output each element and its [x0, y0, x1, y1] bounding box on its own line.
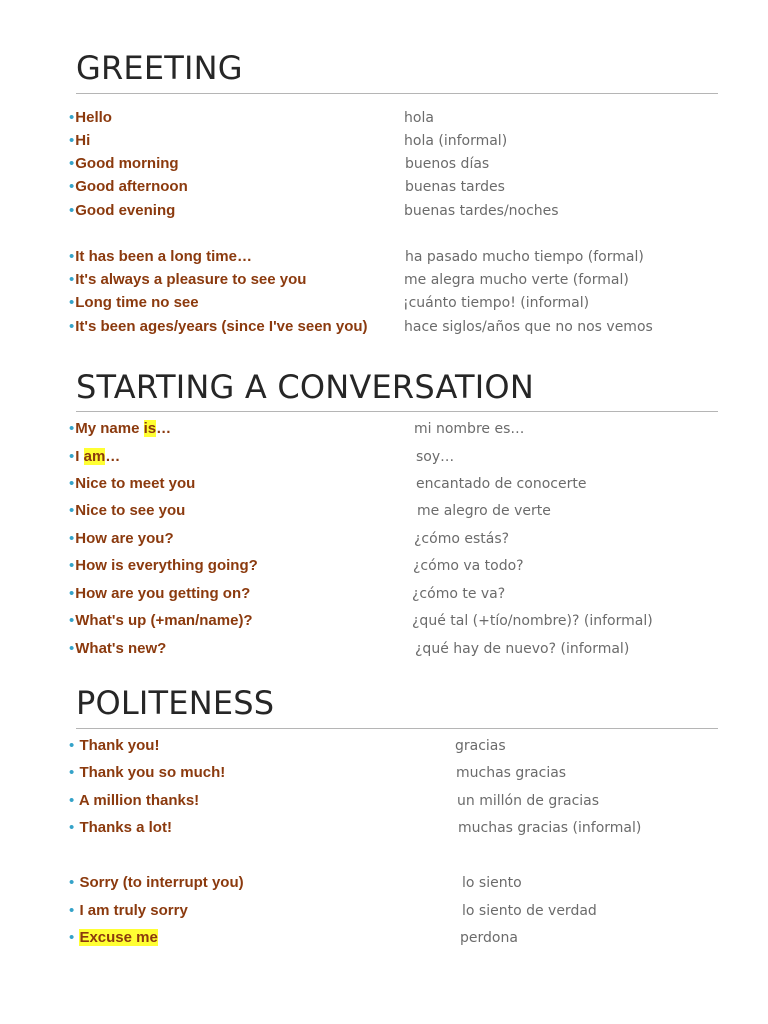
english-phrase-text: Hello: [75, 109, 112, 126]
english-phrase-text: A million thanks!: [78, 792, 200, 809]
english-phrase: [69, 473, 195, 495]
phrase-row: [0, 762, 768, 784]
phrase-row: [0, 292, 768, 314]
bullet-icon: •: [69, 178, 75, 195]
phrase-row: [0, 418, 768, 440]
english-phrase: [69, 107, 112, 129]
english-phrase: [69, 446, 120, 468]
bullet-icon: •: [69, 819, 75, 836]
english-phrase: [69, 790, 199, 812]
bullet-icon: •: [69, 737, 75, 754]
english-phrase: [69, 555, 258, 577]
english-phrase: [69, 583, 250, 605]
bullet-icon: •: [69, 557, 75, 574]
phrase-row: [0, 200, 768, 222]
phrase-row: [0, 176, 768, 198]
bullet-icon: •: [69, 155, 75, 172]
phrase-row: [0, 130, 768, 152]
english-phrase-text: How are you?: [75, 530, 174, 547]
phrase-row: [0, 927, 768, 949]
spanish-translation: perdona: [460, 930, 518, 946]
english-phrase: [69, 176, 188, 198]
english-phrase: [69, 900, 188, 922]
english-phrase-text: Nice to see you: [75, 502, 186, 519]
spanish-translation: gracias: [455, 738, 506, 754]
spanish-translation: hace siglos/años que no nos vemos: [404, 319, 653, 335]
spanish-translation: muchas gracias (informal): [458, 820, 642, 836]
english-phrase-text: I am truly sorry: [79, 902, 188, 919]
bullet-icon: •: [69, 612, 75, 629]
phrase-row: [0, 500, 768, 522]
bullet-icon: •: [69, 502, 75, 519]
section-divider: [76, 93, 718, 94]
phrase-row: [0, 446, 768, 468]
phrase-row: [0, 269, 768, 291]
english-phrase-text: Thanks a lot!: [79, 819, 172, 836]
phrase-row: [0, 638, 768, 660]
english-phrase-text: Sorry (to interrupt you): [79, 874, 244, 891]
section-title-politeness: POLITENESS: [76, 684, 275, 722]
spanish-translation: lo siento de verdad: [462, 903, 597, 919]
spanish-translation: ha pasado mucho tiempo (formal): [405, 249, 644, 265]
spanish-translation: me alegro de verte: [417, 503, 551, 519]
spanish-translation: ¿cómo estás?: [414, 531, 510, 547]
bullet-icon: •: [69, 318, 75, 335]
spanish-translation: lo siento: [462, 875, 522, 891]
english-phrase: [69, 735, 159, 757]
english-phrase-text: Hi: [75, 132, 91, 149]
english-phrase-text: It's always a pleasure to see you: [75, 271, 307, 288]
english-phrase-text: …: [105, 448, 121, 465]
english-phrase-text: Good evening: [75, 202, 176, 219]
english-phrase-text: Good afternoon: [75, 178, 188, 195]
phrase-row: [0, 555, 768, 577]
bullet-icon: •: [69, 764, 75, 781]
english-phrase: [69, 817, 172, 839]
spanish-translation: ¿cómo te va?: [412, 586, 506, 602]
highlighted-word: is: [143, 420, 157, 437]
english-phrase: [69, 269, 306, 291]
phrase-row: [0, 583, 768, 605]
spanish-translation: un millón de gracias: [457, 793, 600, 809]
english-phrase-text: Thank you!: [79, 737, 160, 754]
spanish-translation: encantado de conocerte: [416, 476, 587, 492]
english-phrase-text: It has been a long time…: [75, 248, 252, 265]
section-title-greeting: GREETING: [76, 49, 243, 87]
spanish-translation: ¿qué tal (+tío/nombre)? (informal): [412, 613, 653, 629]
section-title-conversation: STARTING A CONVERSATION: [76, 368, 534, 406]
bullet-icon: •: [69, 448, 75, 465]
bullet-icon: •: [69, 902, 75, 919]
bullet-icon: •: [69, 640, 75, 657]
spanish-translation: soy…: [416, 449, 455, 465]
bullet-icon: •: [69, 109, 75, 126]
spanish-translation: hola: [404, 110, 434, 126]
section-divider: [76, 411, 718, 412]
phrase-row: [0, 246, 768, 268]
section-divider: [76, 728, 718, 729]
english-phrase: [69, 153, 179, 175]
english-phrase: [69, 418, 171, 440]
spanish-translation: buenas tardes/noches: [404, 203, 559, 219]
highlighted-phrase: Excuse me: [79, 929, 158, 946]
bullet-icon: •: [69, 294, 75, 311]
bullet-icon: •: [69, 929, 75, 946]
phrase-row: [0, 316, 768, 338]
english-phrase: [69, 316, 368, 338]
phrase-row: [0, 900, 768, 922]
phrase-row: [0, 817, 768, 839]
english-phrase: [69, 500, 185, 522]
english-phrase: [69, 872, 244, 894]
spanish-translation: me alegra mucho verte (formal): [404, 272, 629, 288]
english-phrase-text: My name: [75, 420, 144, 437]
bullet-icon: •: [69, 530, 75, 547]
bullet-icon: •: [69, 202, 75, 219]
english-phrase-text: How are you getting on?: [75, 585, 251, 602]
phrase-row: [0, 790, 768, 812]
bullet-icon: •: [69, 271, 75, 288]
spanish-translation: ¿cómo va todo?: [413, 558, 524, 574]
english-phrase-text: How is everything going?: [75, 557, 258, 574]
bullet-icon: •: [69, 132, 75, 149]
english-phrase: [69, 762, 225, 784]
english-phrase: [69, 927, 158, 949]
english-phrase: [69, 638, 166, 660]
phrase-row: [0, 528, 768, 550]
bullet-icon: •: [69, 475, 75, 492]
english-phrase: [69, 200, 175, 222]
english-phrase: [69, 610, 253, 632]
phrase-row: [0, 153, 768, 175]
english-phrase-text: …: [156, 420, 172, 437]
spanish-translation: ¿qué hay de nuevo? (informal): [415, 641, 630, 657]
phrase-row: [0, 735, 768, 757]
english-phrase-text: I: [75, 448, 84, 465]
bullet-icon: •: [69, 248, 75, 265]
phrase-row: [0, 872, 768, 894]
english-phrase-text: What's up (+man/name)?: [75, 612, 253, 629]
bullet-icon: •: [69, 420, 75, 437]
bullet-icon: •: [69, 792, 75, 809]
phrase-row: [0, 473, 768, 495]
english-phrase-text: Nice to meet you: [75, 475, 196, 492]
english-phrase-text: Good morning: [75, 155, 179, 172]
spanish-translation: mi nombre es…: [414, 421, 525, 437]
spanish-translation: buenas tardes: [405, 179, 505, 195]
english-phrase-text: Long time no see: [75, 294, 199, 311]
english-phrase: [69, 292, 199, 314]
bullet-icon: •: [69, 874, 75, 891]
highlighted-word: am: [83, 448, 106, 465]
english-phrase: [69, 246, 252, 268]
english-phrase-text: What's new?: [75, 640, 167, 657]
english-phrase-text: It's been ages/years (since I've seen you): [75, 318, 368, 335]
spanish-translation: hola (informal): [404, 133, 508, 149]
spanish-translation: buenos días: [405, 156, 490, 172]
phrase-row: [0, 610, 768, 632]
spanish-translation: ¡cuánto tiempo! (informal): [403, 295, 590, 311]
english-phrase: [69, 130, 90, 152]
phrase-row: [0, 107, 768, 129]
bullet-icon: •: [69, 585, 75, 602]
english-phrase: [69, 528, 174, 550]
spanish-translation: muchas gracias: [456, 765, 567, 781]
english-phrase-text: Thank you so much!: [79, 764, 226, 781]
